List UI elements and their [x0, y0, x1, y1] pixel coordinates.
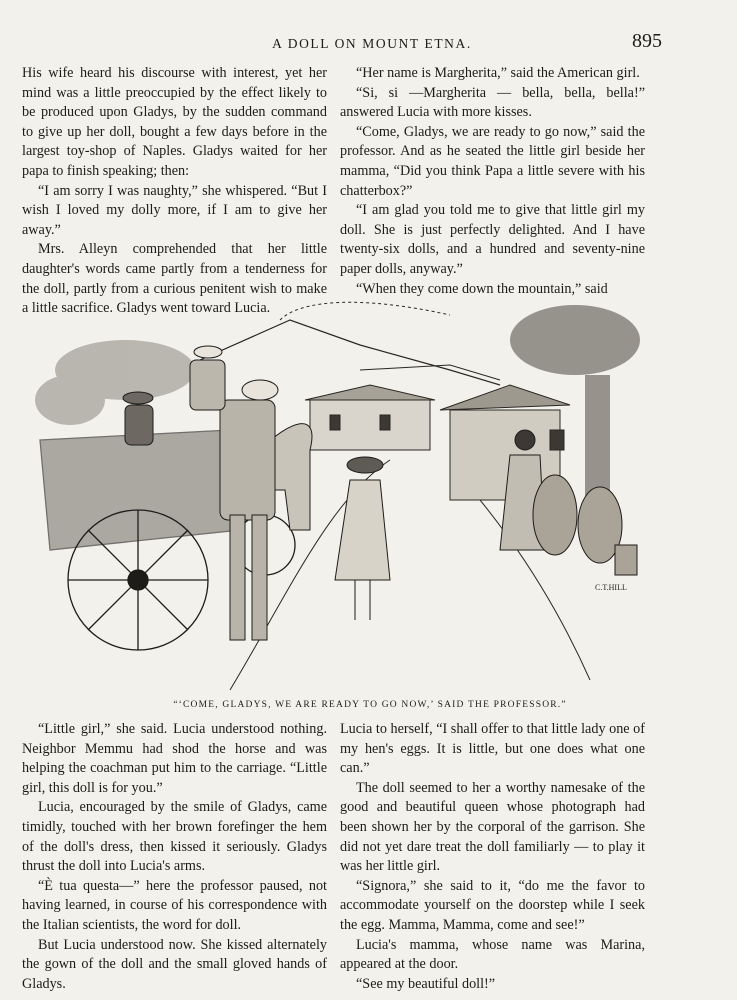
paragraph: “I am sorry I was naughty,” she whispered. “But I wish I loved my dolly more, if I am to give her away.”	[22, 182, 327, 238]
paragraph: “Her name is Margherita,” said the American girl.	[356, 65, 640, 81]
artist-signature: C.T.HILL	[595, 583, 627, 592]
paragraph: But Lucia understood now. She kissed alternately the gown of the doll and the small gloved hands of Gladys.	[22, 936, 327, 992]
tree-cluster-left	[35, 340, 195, 425]
smoke-plume	[280, 302, 450, 320]
paragraph: “Come, Gladys, we are ready to go now,” said the professor. And as he seated the little girl beside her mamma, “Did you think Papa a little severe with his chatterbox?”	[340, 123, 645, 199]
paragraph: Lucia to herself, “I shall offer to that little lady one of my hen's eggs. It is little, but one does what one can.”	[340, 721, 645, 777]
paragraph: “Si, si —Margherita — bella, bella, bella!” answered Lucia with more kisses.	[340, 84, 645, 121]
paragraph: “See my beautiful doll!”	[356, 975, 496, 992]
hill-line	[360, 365, 500, 380]
paragraph: “Little girl,” she said. Lucia understood nothing. Neighbor Memmu had shod the horse and was helping the coachman put him to the carriage. “Little girl, this doll is for you.”	[22, 721, 327, 796]
running-title: A DOLL ON MOUNT ETNA.	[272, 36, 472, 51]
paragraph: Lucia's mamma, whose name was Marina, appeared at the door.	[340, 936, 645, 973]
paragraph: “Signora,” she said to it, “do me the favor to accommodate yourself on the doorstep while I seek the egg. Mamma, Mamma, come and see!”	[340, 877, 645, 933]
paragraph: “When they come down the mountain,” said	[356, 280, 608, 297]
page-number: 895	[632, 30, 662, 52]
paragraph: “È tua questa—” here the professor paused, not having learned, in course of his correspondence with the Italian scientists, the word for doll.	[22, 877, 327, 933]
paragraph: His wife heard his discourse with interest, yet her mind was a little preoccupied by the effect likely to be produced upon Gladys, by the sudden command to give up her doll, bought a few days before in the largest toy-shop of Naples. Gladys waited for her papa to finish speaking; then:	[22, 65, 327, 179]
paragraph: Mrs. Alleyn comprehended that her little daughter's words came partly from a tenderness for the doll, partly from a curious penitent wish to make a little sacrifice. Gladys went toward Lucia.	[22, 241, 327, 317]
gladys-figure	[335, 457, 390, 620]
paragraph: Lucia, encouraged by the smile of Gladys, came timidly, touched with her brown forefinger the hem of the doll's dress, then kissed it seriously. Gladys thrust the doll into Lucia's arms.	[22, 799, 327, 875]
paragraph: “I am glad you told me to give that little girl my doll. She is just perfectly delighted. And I have twenty-six dolls, and a hundred and seventy-nine paper dolls, anyway.”	[340, 202, 645, 277]
coachman-figure	[190, 346, 225, 410]
column-top-right	[340, 64, 645, 299]
engraving-illustration	[30, 290, 680, 700]
professor-figure	[220, 380, 278, 640]
running-header	[22, 30, 722, 60]
illustration-caption: “‘COME, GLADYS, WE ARE READY TO GO NOW,’ SAID THE PROFESSOR.”	[173, 700, 567, 710]
buildings-center	[305, 385, 435, 450]
column-bottom-right	[340, 720, 645, 994]
paragraph: The doll seemed to her a worthy namesake of the good and beautiful queen whose photograph had been shown her by the corporal of the garrison. She did not yet dare treat the doll familiarly — to play it was her little girl.	[340, 779, 645, 875]
column-top-left	[22, 64, 327, 319]
mother-figure	[123, 392, 153, 445]
mountain-etna	[200, 320, 500, 385]
column-bottom-left	[22, 720, 327, 994]
